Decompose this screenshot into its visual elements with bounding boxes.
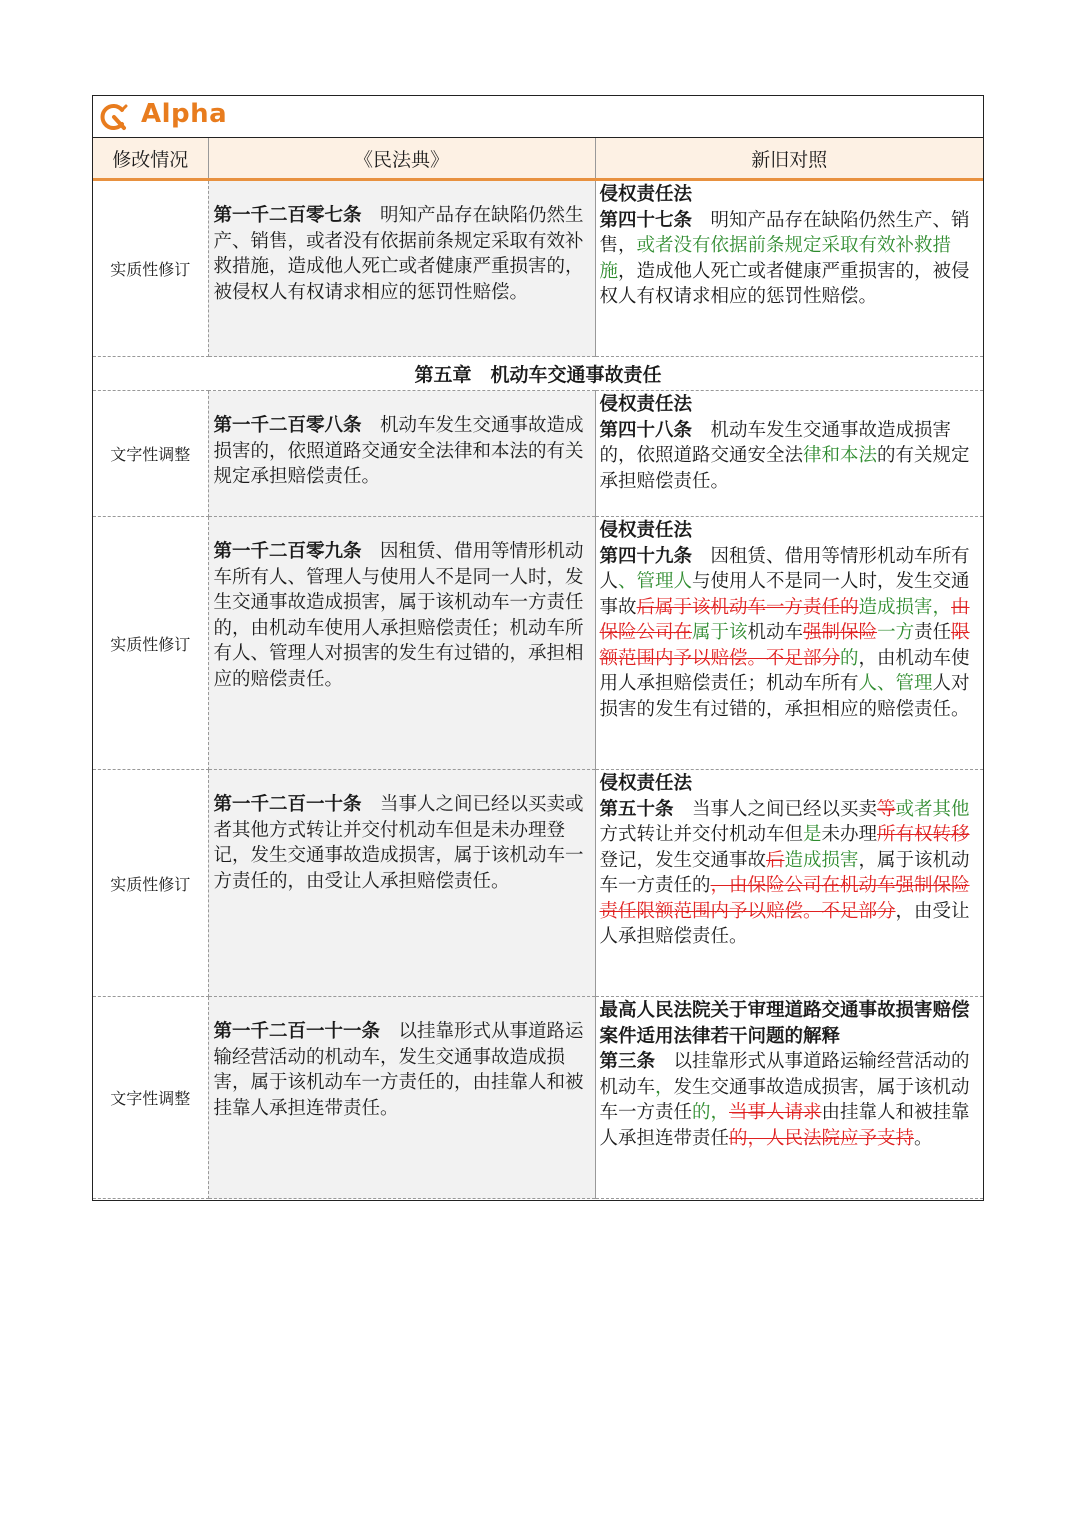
civil-code-cell xyxy=(208,770,595,997)
civil-code-cell xyxy=(208,180,595,357)
old-article-number: 第五十条 xyxy=(599,798,674,820)
change-type: 实质性修订 xyxy=(93,517,208,770)
unchanged-text: 由挂靠人和被挂靠人承担连带责任 xyxy=(599,1102,970,1149)
unchanged-text: 。 xyxy=(914,1127,933,1149)
source-law: 侵权责任法 xyxy=(599,184,693,205)
old-law-cell xyxy=(595,997,983,1199)
comparison-table xyxy=(93,138,983,1199)
unchanged-text: 人对损害的发生有过错的，承担相应的赔偿责任。 xyxy=(599,673,970,720)
old-article-number: 第三条 xyxy=(599,1051,656,1072)
deleted-text: 的，人民法院应予支持 xyxy=(729,1127,915,1149)
article-number: 第一千二百零九条 xyxy=(213,541,362,562)
header-civil-code: 《民法典》 xyxy=(208,138,595,180)
added-text: 的 xyxy=(840,647,859,669)
source-law: 侵权责任法 xyxy=(599,520,693,541)
old-article-number: 第四十七条 xyxy=(599,209,693,231)
added-text: ， xyxy=(655,1076,674,1098)
article-number: 第一千二百一十一条 xyxy=(213,1021,381,1042)
chapter-title: 第五章 机动车交通事故责任 xyxy=(93,357,983,391)
article-text: 因租赁、借用等情形机动车所有人、管理人与使用人不是同一人时，发生交通事故造成损害，属于该机动车一方责任的，由机动车使用人承担赔偿责任；机动车所有人、管理人对损害的发生有过错的，承担相应的赔偿责任。 xyxy=(213,541,584,690)
comparison-sheet xyxy=(92,95,984,1201)
unchanged-text: 机动车 xyxy=(747,622,804,643)
article-text: 以挂靠形式从事道路运输经营活动的机动车，发生交通事故造成损害，属于该机动车一方责任的，由挂靠人和被挂靠人承担连带责任。 xyxy=(213,1021,584,1119)
added-text: 属于该 xyxy=(692,622,748,643)
header-row xyxy=(93,138,983,180)
table-row xyxy=(93,180,983,357)
deleted-text: 限额范围内予以赔偿。不足部分 xyxy=(599,622,970,669)
old-article-number: 第四十九条 xyxy=(599,545,693,567)
unchanged-text: 未办理 xyxy=(821,824,878,845)
civil-code-cell xyxy=(208,391,595,517)
added-text: 一方 xyxy=(877,622,915,643)
article-text: 明知产品存在缺陷仍然生产、销售，或者没有依据前条规定采取有效补救措施，造成他人死亡或者健康严重损害的，被侵权人有权请求相应的惩罚性赔偿。 xyxy=(213,205,584,303)
unchanged-text: 机动车发生交通事故造成损害的，依照道路交通安全法 xyxy=(599,419,952,466)
article-text: 机动车发生交通事故造成损害的，依照道路交通安全法律和本法的有关规定承担赔偿责任。 xyxy=(213,415,584,487)
unchanged-text: ，属于该机动车一方责任的 xyxy=(599,849,970,896)
unchanged-text: 明知产品存在缺陷仍然生产、销售， xyxy=(599,209,970,256)
change-type: 实质性修订 xyxy=(93,180,208,357)
article-text: 当事人之间已经以买卖或者其他方式转让并交付机动车但是未办理登记，发生交通事故造成损害，属于该机动车一方责任的，由受让人承担赔偿责任。 xyxy=(213,794,584,892)
deleted-text: 后 xyxy=(766,849,785,871)
unchanged-text: 以挂靠形式从事道路运输经营活动的机动车 xyxy=(599,1051,970,1098)
source-law: 侵权责任法 xyxy=(599,394,693,415)
change-type: 文字性调整 xyxy=(93,391,208,517)
alpha-logo-icon xyxy=(99,102,129,132)
table-row xyxy=(93,517,983,770)
article-number: 第一千二百一十条 xyxy=(213,794,362,815)
deleted-text: 强制保险 xyxy=(803,622,878,643)
added-text: 律和本法 xyxy=(803,445,878,466)
old-law-cell xyxy=(595,391,983,517)
added-text: 或者没有依据前条规定采取有效补救措施 xyxy=(599,235,952,282)
header-type: 修改情况 xyxy=(93,138,208,180)
article-number: 第一千二百零七条 xyxy=(213,205,362,226)
table-row xyxy=(93,770,983,997)
added-text: 造成损害， xyxy=(858,596,952,618)
added-text: 造成损害 xyxy=(784,849,859,871)
deleted-text: 当事人请求 xyxy=(729,1102,822,1123)
source-law: 侵权责任法 xyxy=(599,773,693,794)
added-text: 的， xyxy=(692,1102,730,1123)
deleted-text: 后属于该机动车一方责任的 xyxy=(636,596,859,618)
added-text: 人、管理 xyxy=(858,673,933,694)
unchanged-text: 当事人之间已经以买卖 xyxy=(673,798,878,820)
deleted-text: ，由保险公司在机动车强制保险责任限额范围内予以赔偿。不足部分 xyxy=(599,875,970,922)
unchanged-text: ，由机动车使用人承担赔偿责任；机动车所有 xyxy=(599,647,970,694)
old-law-cell xyxy=(595,517,983,770)
source-law: 最高人民法院关于审理道路交通事故损害赔偿案件适用法律若干问题的解释 xyxy=(599,1000,970,1047)
unchanged-text: 方式转让并交付机动车但 xyxy=(599,824,804,845)
old-law-cell xyxy=(595,180,983,357)
added-text: 、管理人 xyxy=(618,571,693,592)
unchanged-text: 发生交通事故造成损害，属于该机动车一方责任 xyxy=(599,1076,970,1123)
deleted-text: 由保险公司在 xyxy=(599,596,970,643)
brand-name: Alpha xyxy=(141,99,228,129)
article-number: 第一千二百零八条 xyxy=(213,415,362,436)
unchanged-text: ，造成他人死亡或者健康严重损害的，被侵权人有权请求相应的惩罚性赔偿。 xyxy=(599,260,970,307)
added-text: 或者其他 xyxy=(895,798,970,820)
table-row xyxy=(93,997,983,1199)
chapter-row xyxy=(93,357,983,391)
unchanged-text: 与使用人不是同一人时，发生交通事故 xyxy=(599,571,970,618)
deleted-text: 等 xyxy=(877,798,896,820)
unchanged-text: ，由受让人承担赔偿责任。 xyxy=(599,900,970,947)
deleted-text: 所有权转移 xyxy=(877,824,970,845)
added-text: 是 xyxy=(803,824,822,845)
header-comparison: 新旧对照 xyxy=(595,138,983,180)
old-article-number: 第四十八条 xyxy=(599,419,693,441)
unchanged-text: 的有关规定承担赔偿责任。 xyxy=(599,445,970,492)
brand-bar xyxy=(93,96,983,138)
civil-code-cell xyxy=(208,517,595,770)
civil-code-cell xyxy=(208,997,595,1199)
change-type: 实质性修订 xyxy=(93,770,208,997)
unchanged-text: 因租赁、借用等情形机动车所有人 xyxy=(599,545,970,592)
change-type: 文字性调整 xyxy=(93,997,208,1199)
unchanged-text: 登记，发生交通事故 xyxy=(599,849,767,871)
table-row xyxy=(93,391,983,517)
old-law-cell xyxy=(595,770,983,997)
unchanged-text: 责任 xyxy=(914,622,952,643)
